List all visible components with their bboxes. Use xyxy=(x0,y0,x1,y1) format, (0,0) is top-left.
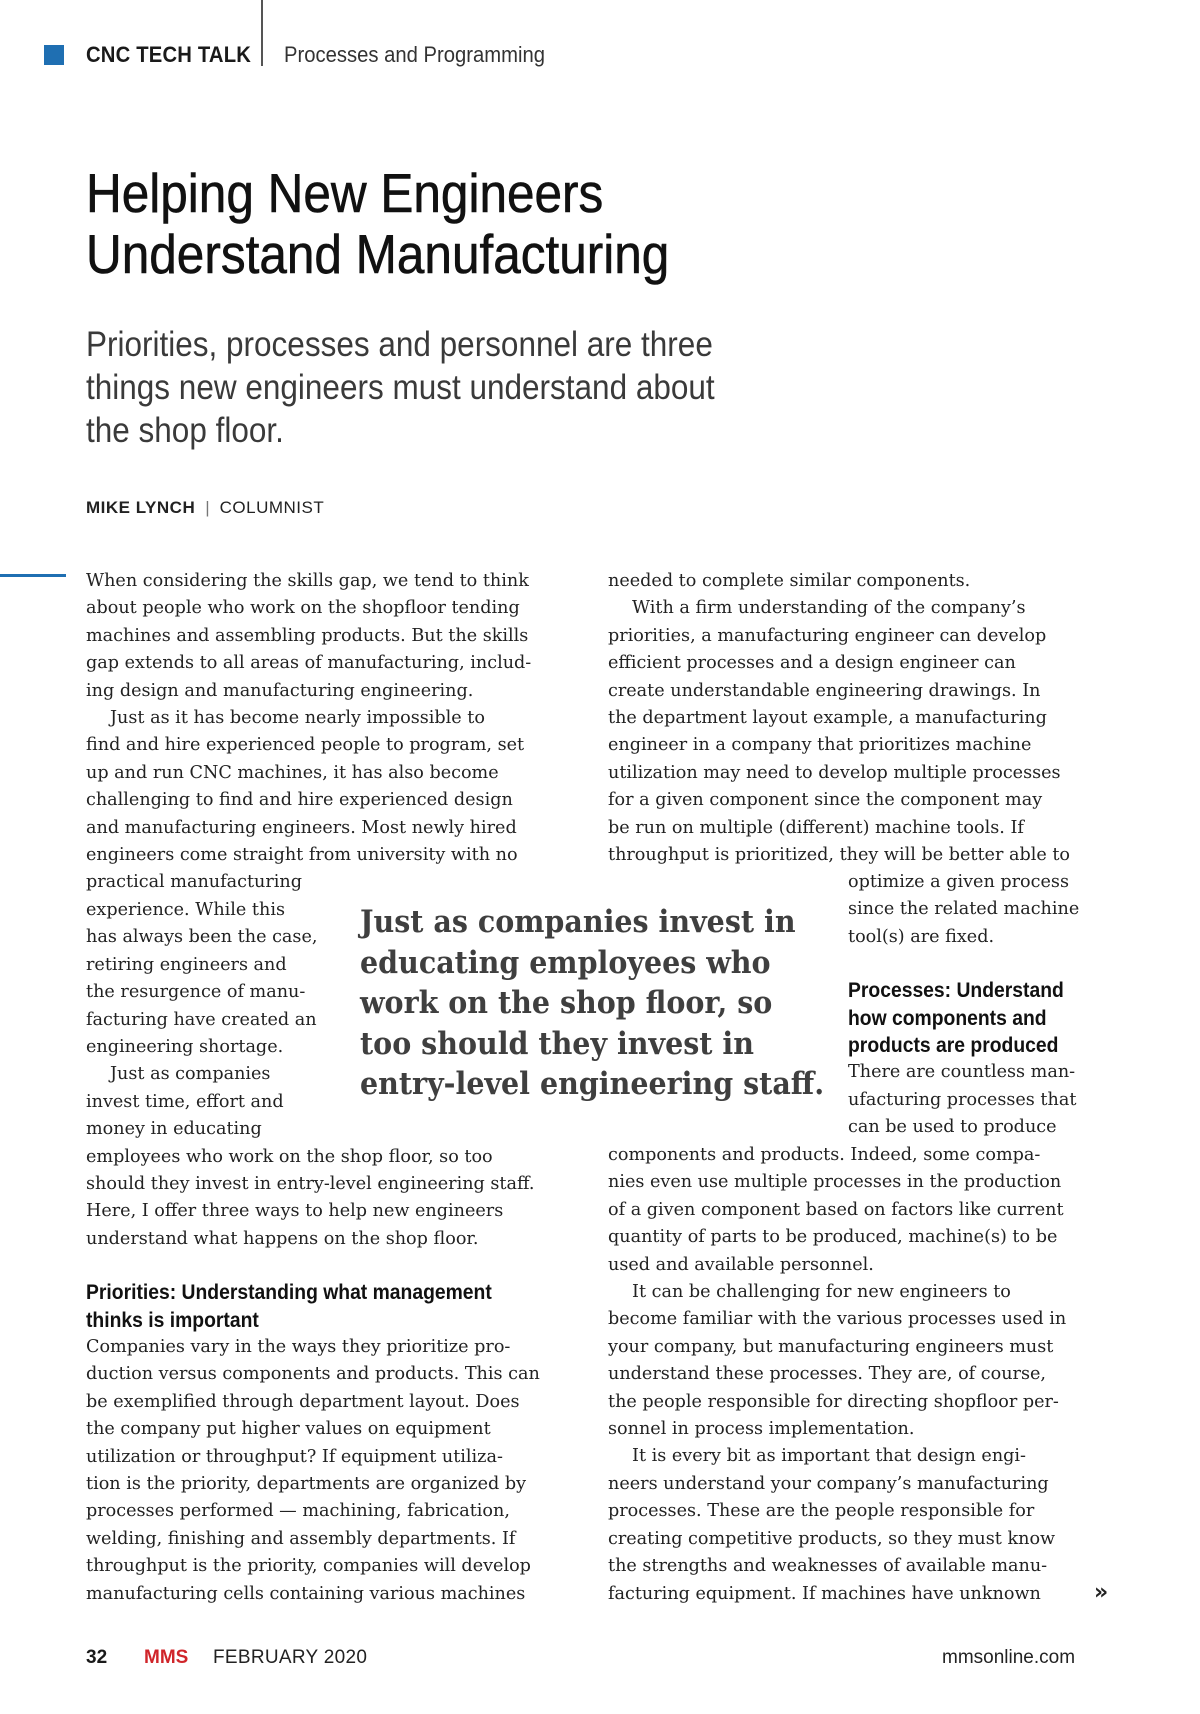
text-line: find and hire experienced people to program, set xyxy=(86,735,525,756)
website-url: mmsonline.com xyxy=(942,1647,1076,1668)
dek-line: the shop floor. xyxy=(86,411,284,450)
paragraph xyxy=(848,1059,1108,1141)
text-line: components and products. Indeed, some compa- xyxy=(608,1145,1041,1165)
text-line: be exemplified through department layout. Does xyxy=(86,1391,520,1412)
text-line: welding, finishing and assembly departments. If xyxy=(86,1528,516,1549)
text-line: engineer in a company that prioritizes machine xyxy=(608,735,1032,756)
text-line: retiring engineers and xyxy=(86,954,287,975)
text-line: sonnel in process implementation. xyxy=(608,1419,915,1440)
body-column-right-narrow xyxy=(848,869,1108,1142)
text-line: With a firm understanding of the company’s xyxy=(632,598,1026,619)
subhead-priorities xyxy=(86,1279,566,1334)
accent-rule xyxy=(0,574,66,577)
text-line: neers understand your company’s manufacturing xyxy=(608,1473,1049,1494)
byline-separator: | xyxy=(205,498,210,517)
pull-quote-line: entry-level engineering staff. xyxy=(360,1066,825,1102)
text-line: machines and assembling products. But the skills xyxy=(86,625,529,646)
text-line: become familiar with the various processes used in xyxy=(608,1309,1067,1330)
paragraph xyxy=(608,595,1108,869)
text-line: Companies vary in the ways they prioritize pro- xyxy=(86,1336,511,1357)
subhead-line: Processes: Understand xyxy=(848,979,1064,1003)
text-line: ing design and manufacturing engineering. xyxy=(86,680,474,701)
paragraph xyxy=(848,869,1108,951)
text-line: the department layout example, a manufacturing xyxy=(608,708,1047,729)
title-line: Understand Manufacturing xyxy=(86,223,670,285)
text-line: create understandable engineering drawings. In xyxy=(608,680,1041,701)
text-line: and manufacturing engineers. Most newly hired xyxy=(86,817,517,838)
text-line: throughput is the priority, companies will develop xyxy=(86,1556,531,1577)
text-line: the resurgence of manu- xyxy=(86,982,306,1003)
section-label: CNC TECH TALK xyxy=(86,42,252,67)
magazine-brand: MMS xyxy=(144,1647,189,1668)
text-line: your company, but manufacturing engineers must xyxy=(608,1336,1054,1357)
byline xyxy=(86,498,324,518)
text-line: processes. These are the people responsible for xyxy=(608,1501,1035,1522)
text-line: since the related machine xyxy=(848,899,1080,920)
paragraph-gap xyxy=(848,951,1108,977)
text-line: nies even use multiple processes in the production xyxy=(608,1172,1062,1193)
text-line: utilization may need to develop multiple processes xyxy=(608,762,1061,783)
text-line: money in educating xyxy=(86,1119,262,1140)
text-line: manufacturing cells containing various machines xyxy=(86,1583,526,1604)
paragraph xyxy=(86,1334,566,1608)
text-line: It can be challenging for new engineers to xyxy=(632,1282,1011,1303)
text-line: facturing have created an xyxy=(86,1009,317,1030)
text-line: experience. While this xyxy=(86,899,285,920)
pull-quote-line: work on the shop floor, so xyxy=(360,985,773,1021)
text-line: up and run CNC machines, it has also become xyxy=(86,762,499,783)
text-line: employees who work on the shop floor, so too xyxy=(86,1146,493,1167)
article-dek xyxy=(86,323,806,452)
text-line: tion is the priority, departments are organized by xyxy=(86,1474,527,1494)
text-line: It is every bit as important that design engi- xyxy=(632,1446,1027,1467)
text-line: challenging to find and hire experienced design xyxy=(86,790,513,811)
pull-quote xyxy=(360,902,825,1105)
paragraph-gap xyxy=(86,1253,566,1279)
text-line: utilization or throughput? If equipment utiliza- xyxy=(86,1446,503,1467)
text-line: engineers come straight from university with no xyxy=(86,845,518,866)
text-line: about people who work on the shopfloor tending xyxy=(86,598,520,619)
title-line: Helping New Engineers xyxy=(86,162,604,224)
text-line: creating competitive products, so they must know xyxy=(608,1528,1056,1549)
text-line: understand what happens on the shop floor. xyxy=(86,1228,479,1249)
text-line: priorities, a manufacturing engineer can develop xyxy=(608,625,1047,646)
pull-quote-line: too should they invest in xyxy=(360,1025,754,1062)
dek-line: things new engineers must understand about xyxy=(86,368,715,407)
text-line: ufacturing processes that xyxy=(848,1089,1077,1110)
text-line: can be used to produce xyxy=(848,1117,1057,1138)
paragraph xyxy=(608,1279,1108,1443)
text-line: the company put higher values on equipment xyxy=(86,1419,491,1440)
text-line: should they invest in entry-level engineering staff. xyxy=(86,1173,535,1194)
paragraph xyxy=(608,568,1108,595)
text-line: facturing equipment. If machines have unknown xyxy=(608,1583,1041,1604)
body-column-right-top xyxy=(608,568,1108,869)
author-name: MIKE LYNCH xyxy=(86,498,196,517)
subsection-label: Processes and Programming xyxy=(284,42,545,67)
issue-date: FEBRUARY 2020 xyxy=(213,1647,368,1668)
subhead-line: Priorities: Understanding what management xyxy=(86,1281,492,1305)
paragraph xyxy=(86,568,566,705)
text-line: tool(s) are fixed. xyxy=(848,926,995,947)
text-line: quantity of parts to be produced, machine(s) to be xyxy=(608,1227,1058,1248)
author-role: COLUMNIST xyxy=(219,498,325,517)
text-line: used and available personnel. xyxy=(608,1254,874,1275)
section-marker-square xyxy=(44,45,64,65)
text-line: Just as companies xyxy=(110,1064,271,1085)
article-title xyxy=(86,163,806,285)
text-line: engineering shortage. xyxy=(86,1036,284,1057)
text-line: practical manufacturing xyxy=(86,872,302,893)
continue-arrow-icon: » xyxy=(1094,1580,1109,1605)
subhead-processes xyxy=(848,977,1108,1059)
body-column-right-lower xyxy=(608,1142,1108,1608)
pull-quote-line: Just as companies invest in xyxy=(360,904,796,940)
text-line: has always been the case, xyxy=(86,927,318,948)
text-line: be run on multiple (different) machine tools. If xyxy=(608,817,1024,838)
text-line: efficient processes and a design engineer can xyxy=(608,653,1016,674)
paragraph xyxy=(608,1142,1108,1279)
subhead-line: thinks is important xyxy=(86,1308,259,1332)
text-line: optimize a given process xyxy=(848,872,1069,892)
pull-quote-line: educating employees who xyxy=(360,944,771,981)
dek-line: Priorities, processes and personnel are three xyxy=(86,325,713,364)
text-line: for a given component since the component may xyxy=(608,790,1043,811)
text-line: the strengths and weaknesses of available manu- xyxy=(608,1556,1048,1577)
text-line: Here, I offer three ways to help new engineers xyxy=(86,1201,504,1222)
text-line: throughput is prioritized, they will be better able to xyxy=(608,845,1071,866)
text-line: understand these processes. They are, of course, xyxy=(608,1364,1047,1385)
text-line: gap extends to all areas of manufacturing, includ- xyxy=(86,653,532,674)
text-line: duction versus components and products. This can xyxy=(86,1364,540,1385)
header-divider xyxy=(261,0,263,66)
text-line: There are countless man- xyxy=(848,1062,1076,1083)
subhead-line: products are produced xyxy=(848,1034,1059,1058)
text-line: invest time, effort and xyxy=(86,1091,284,1112)
text-line: When considering the skills gap, we tend to think xyxy=(86,571,529,591)
text-line: Just as it has become nearly impossible to xyxy=(110,708,485,729)
subhead-line: how components and xyxy=(848,1006,1047,1030)
text-line: the people responsible for directing shopfloor per- xyxy=(608,1391,1059,1412)
text-line: needed to complete similar components. xyxy=(608,571,971,591)
paragraph xyxy=(608,1443,1108,1607)
text-line: of a given component based on factors like current xyxy=(608,1199,1064,1220)
text-line: processes performed — machining, fabrication, xyxy=(86,1501,510,1522)
page-number: 32 xyxy=(86,1647,108,1668)
